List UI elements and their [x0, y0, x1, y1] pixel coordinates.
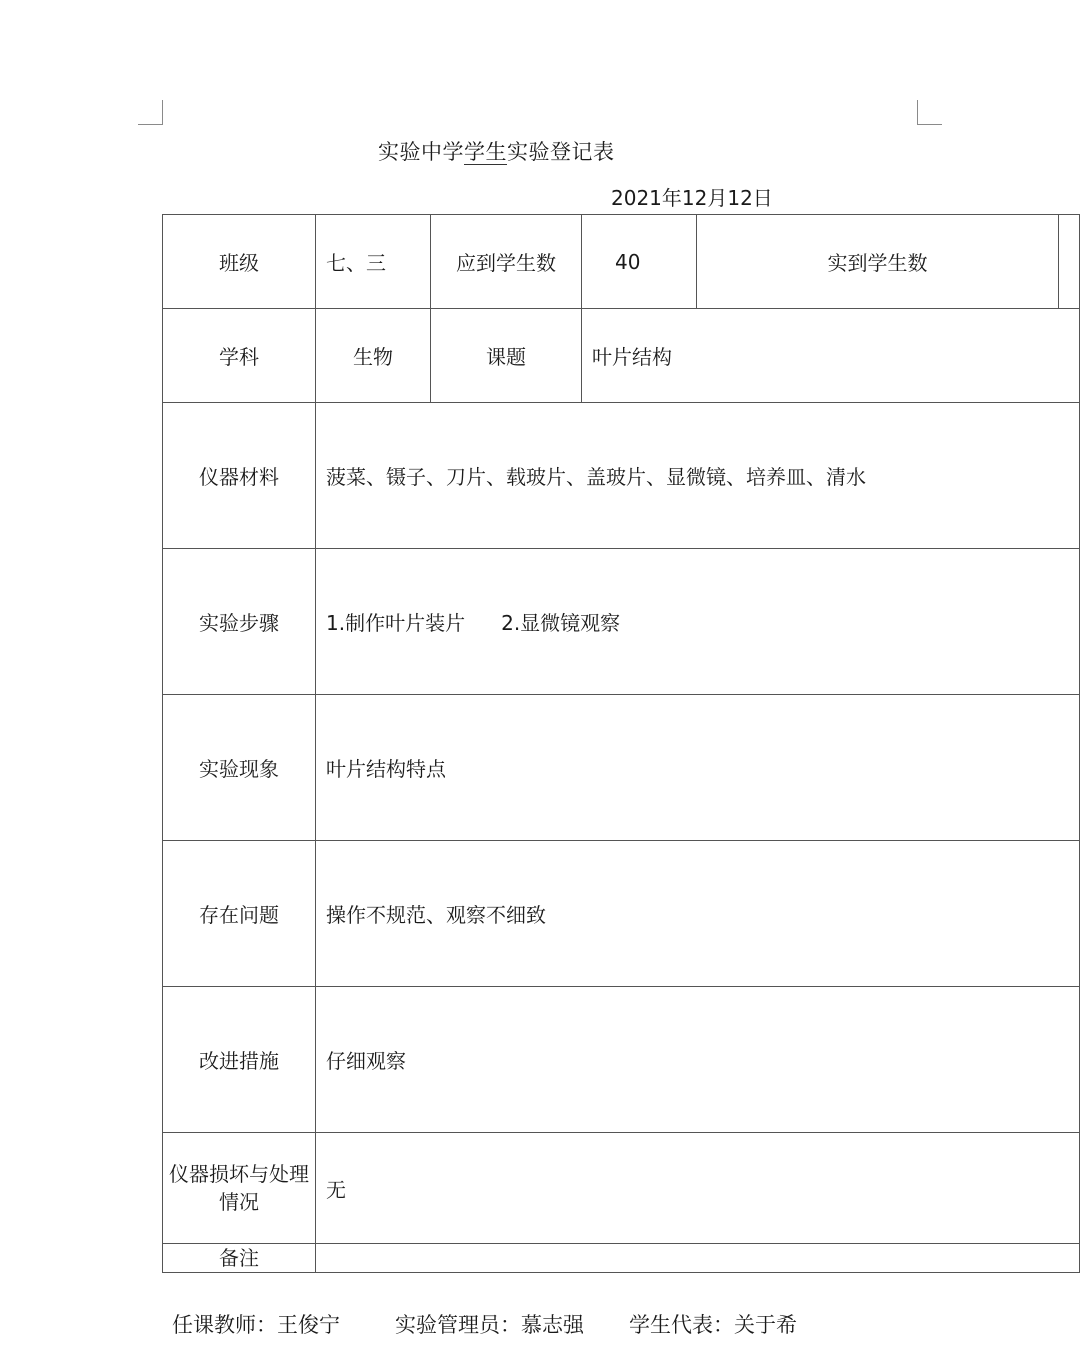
problems-value: 操作不规范、观察不细致 [316, 841, 1080, 987]
materials-label: 仪器材料 [163, 403, 316, 549]
document-date: 2021年12月12日 [611, 186, 773, 210]
actual-students-label: 实到学生数 [697, 215, 1059, 309]
steps-value [316, 549, 1080, 695]
title-part-1: 实验中学 [378, 140, 464, 164]
phenomenon-label: 实验现象 [163, 695, 316, 841]
table-row-problems [163, 841, 1080, 987]
subject-label: 学科 [163, 309, 316, 403]
manager-signature: 实验管理员：慕志强 [395, 1313, 584, 1337]
notes-value [316, 1244, 1080, 1273]
topic-value: 叶片结构 [582, 309, 1080, 403]
page-corner-mark-top-left [138, 100, 163, 125]
class-value: 七、三 [316, 215, 431, 309]
subject-value: 生物 [316, 309, 431, 403]
table-row-class [163, 215, 1080, 309]
signature-footer [172, 1309, 797, 1339]
document-title [378, 136, 615, 166]
improvements-value: 仔细观察 [316, 987, 1080, 1133]
student-rep-signature: 学生代表：关于希 [629, 1313, 797, 1337]
notes-label: 备注 [163, 1244, 316, 1273]
damage-value: 无 [316, 1133, 1080, 1244]
phenomenon-value: 叶片结构特点 [316, 695, 1080, 841]
steps-label: 实验步骤 [163, 549, 316, 695]
table-row-materials [163, 403, 1080, 549]
page-corner-mark-top-right [917, 100, 942, 125]
actual-students-value [1059, 215, 1080, 309]
step-2: 2.显微镜观察 [501, 611, 621, 635]
damage-label: 仪器损坏与处理情况 [163, 1133, 316, 1244]
teacher-signature: 任课教师：王俊宁 [172, 1313, 340, 1337]
title-part-2: 实验登记表 [507, 140, 615, 164]
topic-label: 课题 [431, 309, 582, 403]
materials-value: 菠菜、镊子、刀片、载玻片、盖玻片、显微镜、培养皿、清水 [316, 403, 1080, 549]
improvements-label: 改进措施 [163, 987, 316, 1133]
table-row-improvements [163, 987, 1080, 1133]
problems-label: 存在问题 [163, 841, 316, 987]
registration-table [162, 214, 1080, 1273]
table-row-damage [163, 1133, 1080, 1244]
title-underlined-part: 学生 [464, 140, 507, 164]
table-row-steps [163, 549, 1080, 695]
table-row-subject [163, 309, 1080, 403]
expected-students-label: 应到学生数 [431, 215, 582, 309]
table-row-phenomenon [163, 695, 1080, 841]
class-label: 班级 [163, 215, 316, 309]
expected-students-value: 40 [582, 215, 697, 309]
table-row-notes [163, 1244, 1080, 1273]
step-1: 1.制作叶片装片 [326, 611, 466, 635]
